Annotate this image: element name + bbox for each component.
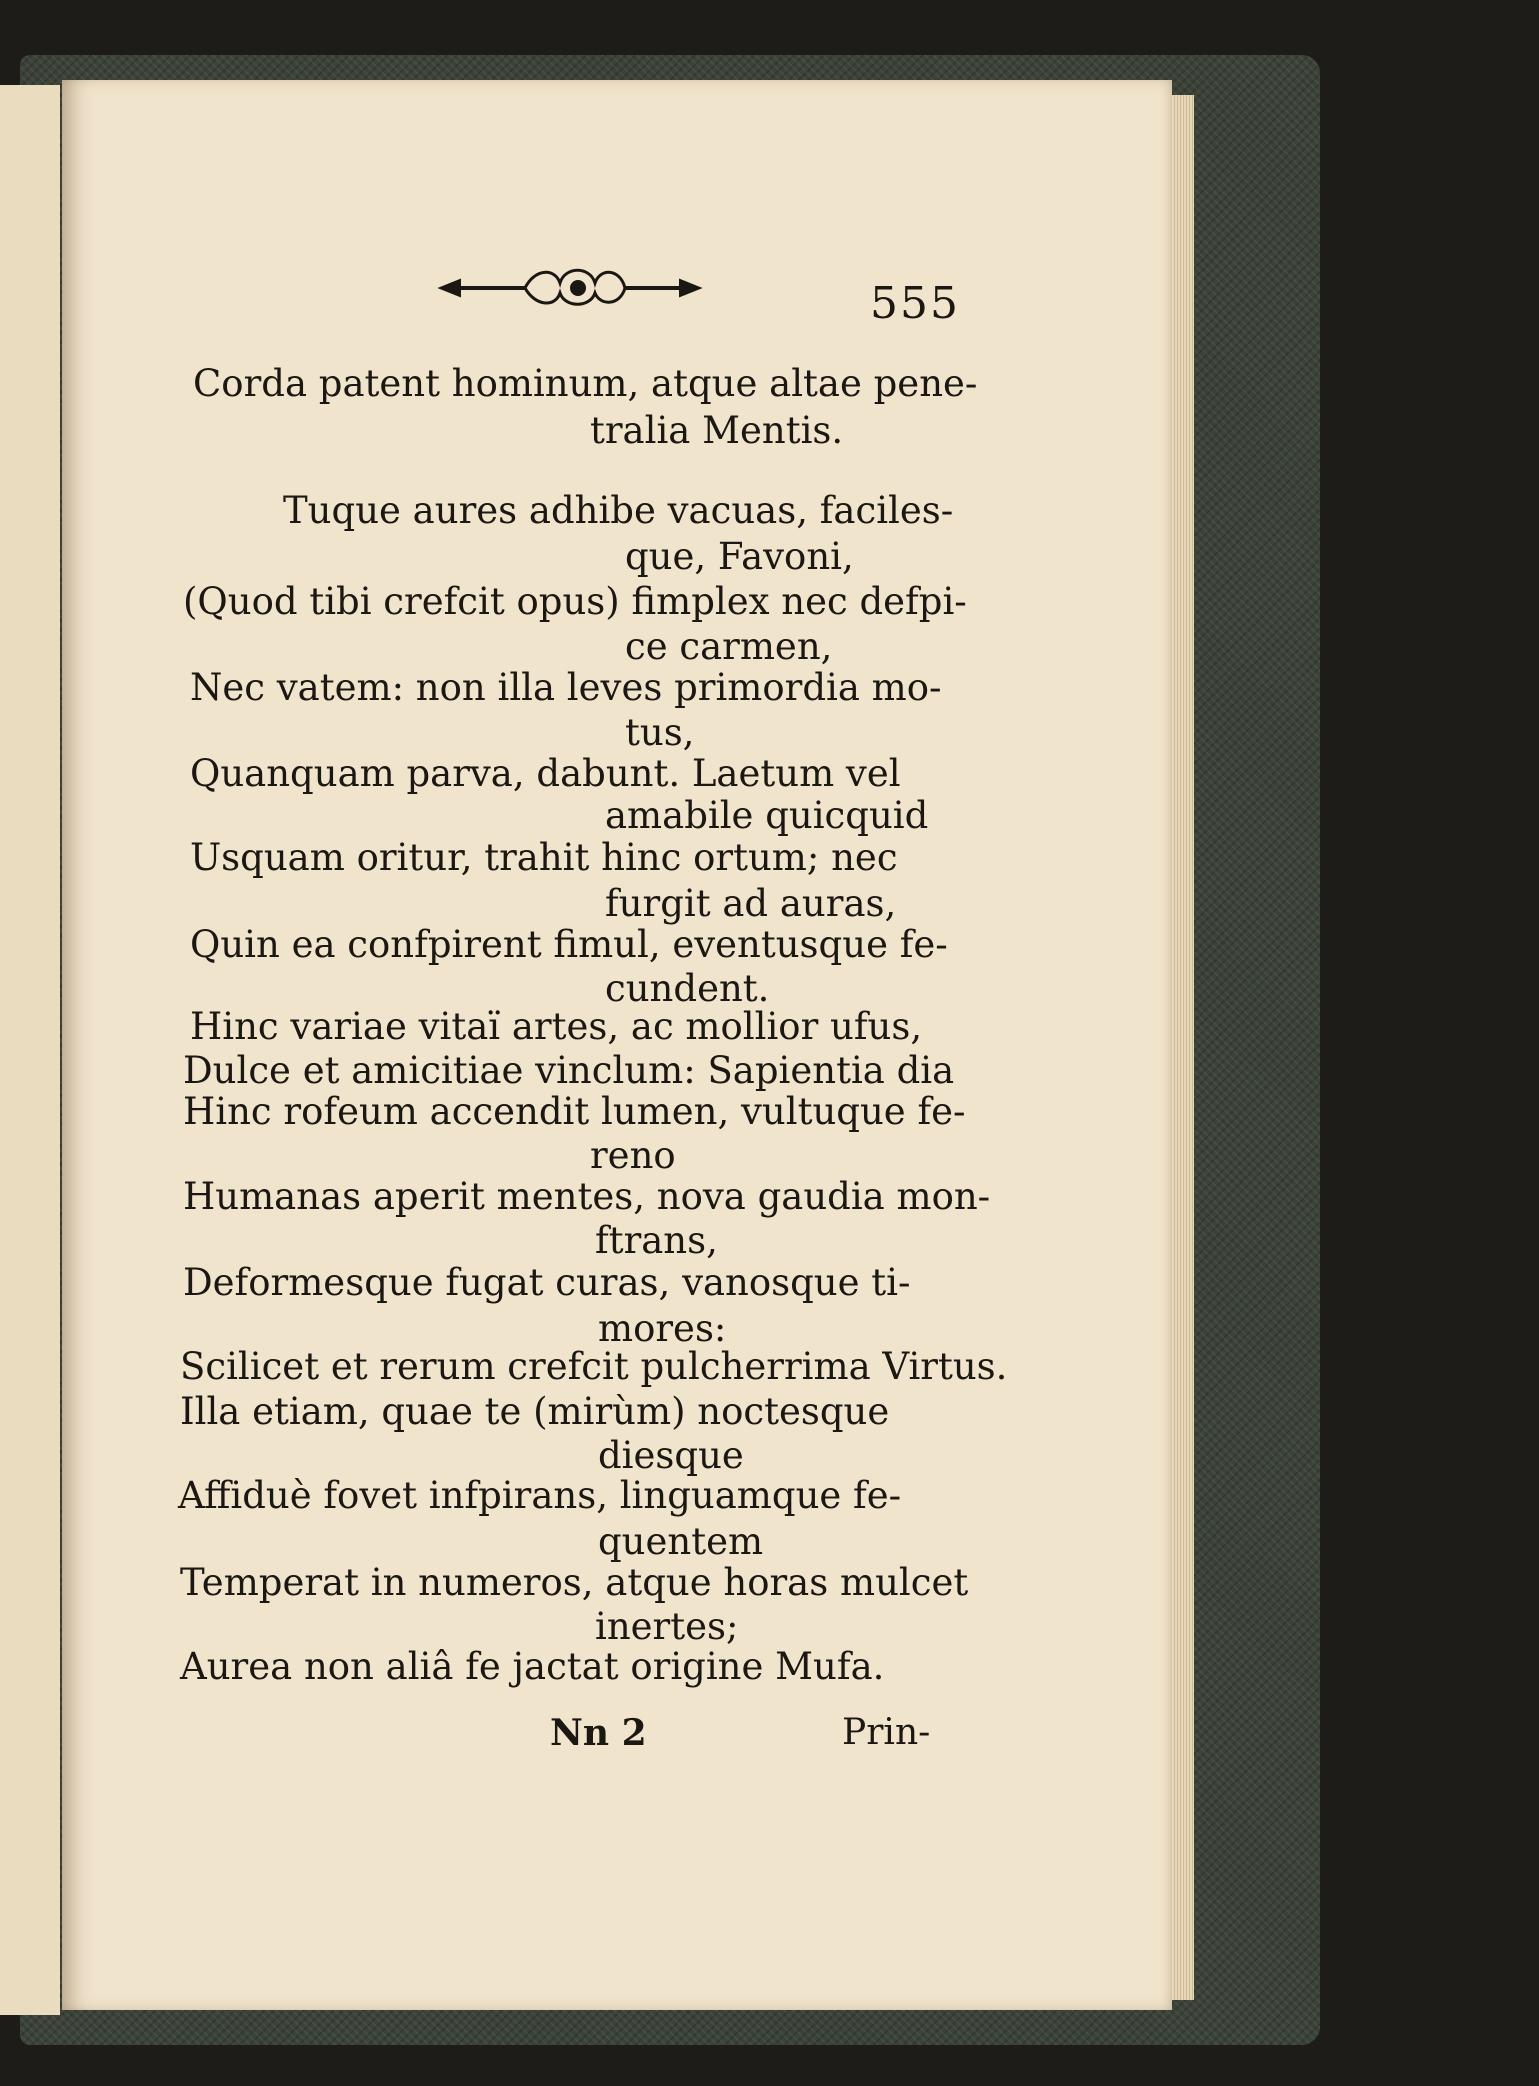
text-line: furgit ad auras,	[605, 882, 897, 925]
text-line: amabile quicquid	[605, 794, 929, 837]
text-line: (Quod tibi crefcit opus) fimplex nec defpi-	[183, 580, 967, 623]
catchword: Prin-	[842, 1712, 931, 1753]
text-line: tus,	[625, 711, 695, 754]
text-line: Dulce et amicitiae vinclum: Sapientia dia	[183, 1049, 955, 1092]
text-line: reno	[590, 1134, 676, 1177]
header-ornament-icon	[430, 258, 710, 318]
text-line: mores:	[598, 1307, 727, 1350]
signature-mark: Nn 2	[550, 1712, 647, 1754]
text-line: Temperat in numeros, atque horas mulcet	[180, 1561, 969, 1604]
text-line: inertes;	[595, 1605, 739, 1648]
text-line: Quin ea confpirent fimul, eventusque fe-	[190, 923, 948, 966]
text-line: Illa etiam, quae te (mirùm) noctesque	[180, 1390, 890, 1433]
text-line: Hinc rofeum accendit lumen, vultuque fe-	[183, 1090, 966, 1133]
text-line: Usquam oritur, trahit hinc ortum; nec	[190, 836, 898, 879]
text-line: ftrans,	[595, 1219, 718, 1262]
text-line: diesque	[598, 1434, 744, 1477]
text-line: tralia Mentis.	[590, 409, 844, 452]
text-line: Corda patent hominum, atque altae pene-	[193, 362, 978, 405]
text-line: Quanquam parva, dabunt. Laetum vel	[190, 752, 901, 795]
text-line: quentem	[598, 1520, 764, 1563]
text-line: Scilicet et rerum crefcit pulcherrima Virtus.	[180, 1345, 1008, 1388]
text-line: Aurea non aliâ fe jactat origine Mufa.	[180, 1645, 885, 1688]
text-line: Nec vatem: non illa leves primordia mo-	[190, 666, 942, 709]
text-line: Hinc variae vitaï artes, ac mollior ufus,	[190, 1005, 923, 1048]
text-line: que, Favoni,	[625, 535, 854, 578]
text-line: Affiduè fovet infpirans, linguamque fe-	[178, 1474, 902, 1517]
text-line: cundent.	[605, 967, 770, 1010]
page-stack-edge	[1172, 95, 1194, 2000]
left-page-edge	[0, 85, 60, 2015]
text-line: ce carmen,	[625, 625, 833, 668]
text-line: Deformesque fugat curas, vanosque ti-	[183, 1261, 911, 1304]
page-number: 555	[870, 278, 960, 329]
text-line: Humanas aperit mentes, nova gaudia mon-	[183, 1175, 991, 1218]
text-line: Tuque aures adhibe vacuas, faciles-	[283, 489, 954, 532]
